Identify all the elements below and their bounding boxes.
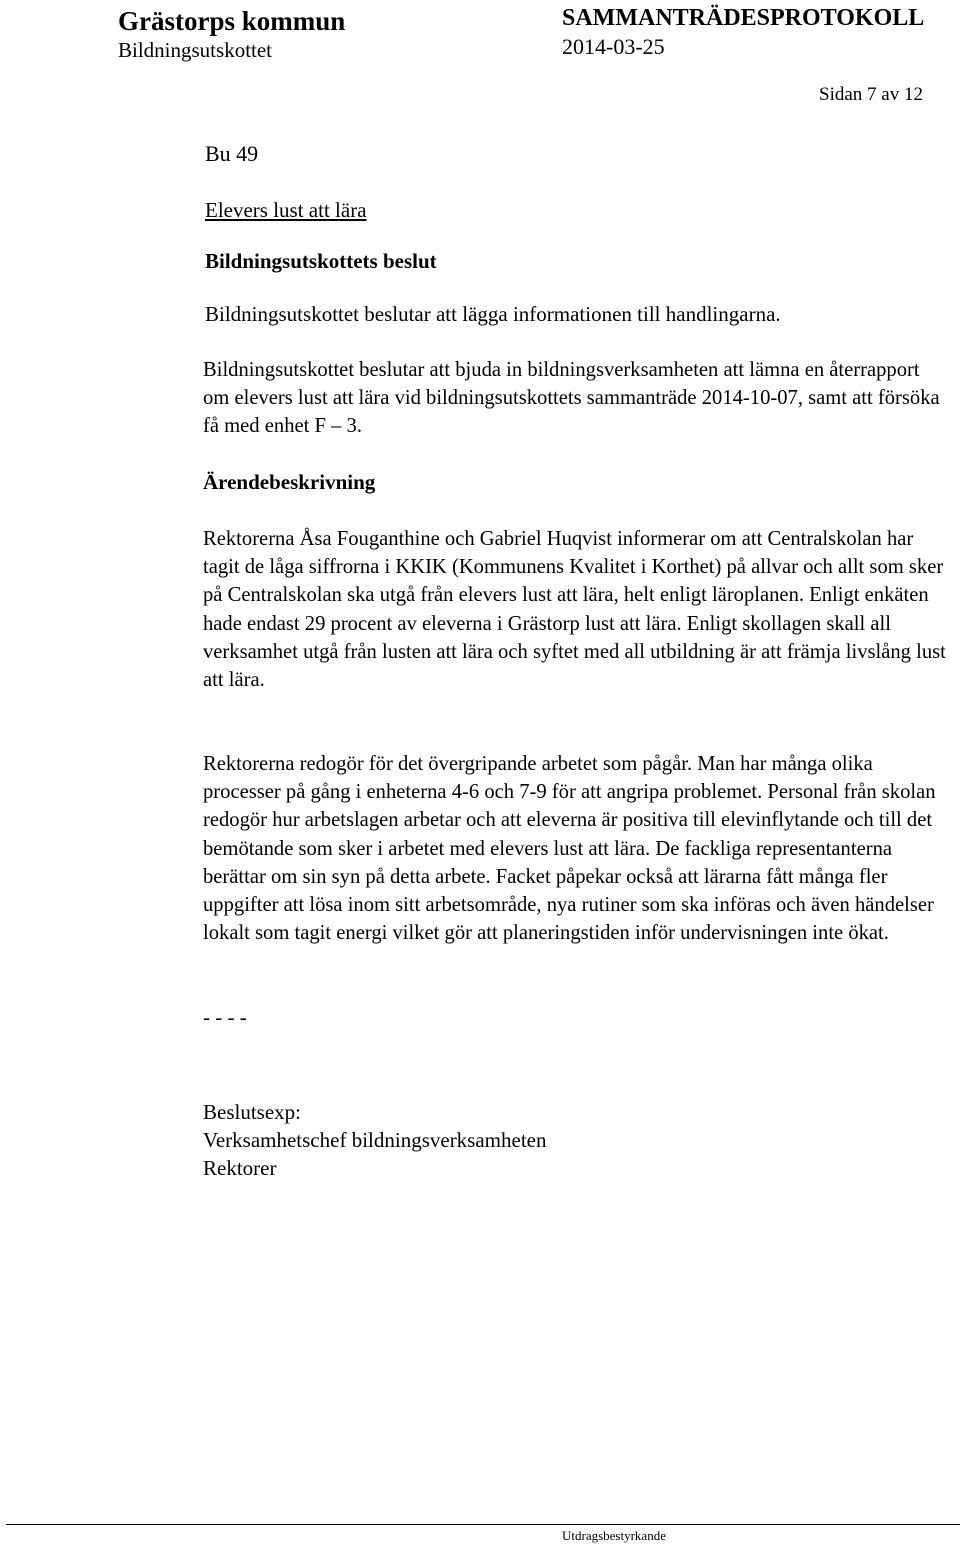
municipality-name: Grästorps kommun bbox=[118, 6, 346, 36]
description-paragraph-1: Rektorerna Åsa Fouganthine och Gabriel Huqvist informerar om att Centralskolan har tagit de låga siffrorna i KKIK (Kommunens Kvalitet i Korthet) på allvar och allt som sker på Centralskolan ska utgå från elevers lust att lära, helt enligt läroplanen. Enligt enkäten hade endast 29 procent av eleverna i Grästorp lust att lära. Enligt skollagen skall all verksamhet utgå från lusten att lära och syftet med all utbildning är att främja livslång lust att lära. bbox=[203, 528, 946, 692]
expedition-label: Beslutsexp: bbox=[203, 1100, 301, 1124]
committee-name: Bildningsutskottet bbox=[118, 38, 273, 62]
footer-certification-label: Utdragsbestyrkande bbox=[562, 1528, 666, 1543]
description-heading: Ärendebeskrivning bbox=[203, 470, 376, 494]
decision-paragraph-1: Bildningsutskottet beslutar att lägga informationen till handlingarna. bbox=[205, 302, 781, 326]
separator: - - - - bbox=[203, 1005, 247, 1029]
description-paragraph-2: Rektorerna redogör för det övergripande arbetet som pågår. Man har många olika processer på gång i enheterna 4-6 och 7-9 för att angripa problemet. Personal från skolan redogör hur arbetslagen arbetar och att eleverna är positiva till elevinflytande och till det bemötande som sker i arbetet med elevers lust att lära. De fackliga representanterna berättar om sin syn på detta arbete. Facket påpekar också att lärarna fått många fler uppgifter att lösa inom sitt arbetsområde, nya rutiner som ska införas och även händelser lokalt som tagit energi vilket gör att planeringstiden inför undervisningen inte ökat. bbox=[203, 753, 936, 945]
expedition-recipient: Verksamhetschef bildningsverksamheten bbox=[203, 1128, 547, 1152]
decision-paragraph-2: Bildningsutskottet beslutar att bjuda in bildningsverksamheten att lämna en återrapport om elevers lust att lära vid bildningsutskottets sammanträde 2014-10-07, samt att försöka få med enhet F – 3. bbox=[203, 359, 940, 438]
document-date: 2014-03-25 bbox=[562, 34, 665, 59]
footer-rule bbox=[6, 1524, 960, 1525]
expedition-recipient: Rektorer bbox=[203, 1156, 277, 1180]
item-title: Elevers lust att lära bbox=[205, 198, 367, 222]
item-number: Bu 49 bbox=[205, 141, 259, 166]
decision-heading: Bildningsutskottets beslut bbox=[205, 249, 437, 273]
page-number: Sidan 7 av 12 bbox=[819, 84, 923, 105]
document-type: SAMMANTRÄDESPROTOKOLL bbox=[562, 5, 925, 31]
